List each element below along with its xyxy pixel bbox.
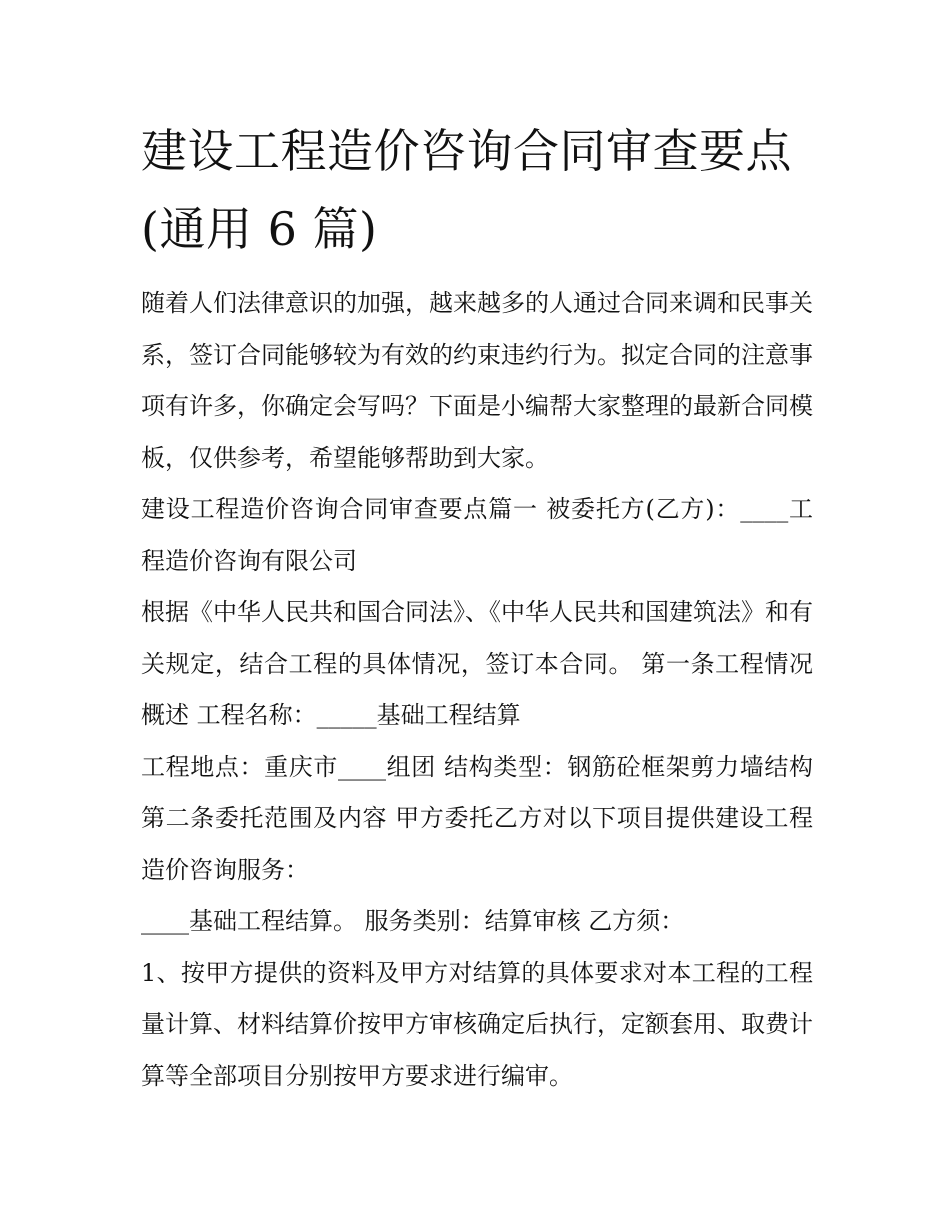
- service-category-paragraph: ____基础工程结算。 服务类别：结算审核 乙方须：: [141, 907, 685, 935]
- clause-1-paragraph: 1、按甲方提供的资料及甲方对结算的具体要求对本工程的工程量计算、材料结算价按甲方审核确定后执行，定额套用、取费计算等全部项目分别按甲方要求进行编审。: [141, 958, 813, 1090]
- section-heading-paragraph: 建设工程造价咨询合同审查要点篇一 被委托方(乙方)：____工程造价咨询有限公司: [141, 495, 813, 575]
- document-page: [141, 112, 813, 1102]
- project-location-paragraph: 工程地点：重庆市____组团 结构类型：钢筋砼框架剪力墙结构 第二条委托范围及内容 甲方委托乙方对以下项目提供建设工程造价咨询服务：: [141, 752, 813, 884]
- legal-basis-paragraph: 根据《中华人民共和国合同法》、《中华人民共和国建筑法》和有关规定，结合工程的具体情况，签订本合同。 第一条工程情况概述 工程名称：_____基础工程结算: [141, 598, 813, 729]
- document-title: 建设工程造价咨询合同审查要点(通用 6 篇): [141, 124, 792, 256]
- intro-paragraph: 随着人们法律意识的加强，越来越多的人通过合同来调和民事关系，签订合同能够较为有效的约束违约行为。拟定合同的注意事项有许多，你确定会写吗？下面是小编帮大家整理的最新合同模板，仅供参考，希望能够帮助到大家。: [141, 289, 813, 472]
